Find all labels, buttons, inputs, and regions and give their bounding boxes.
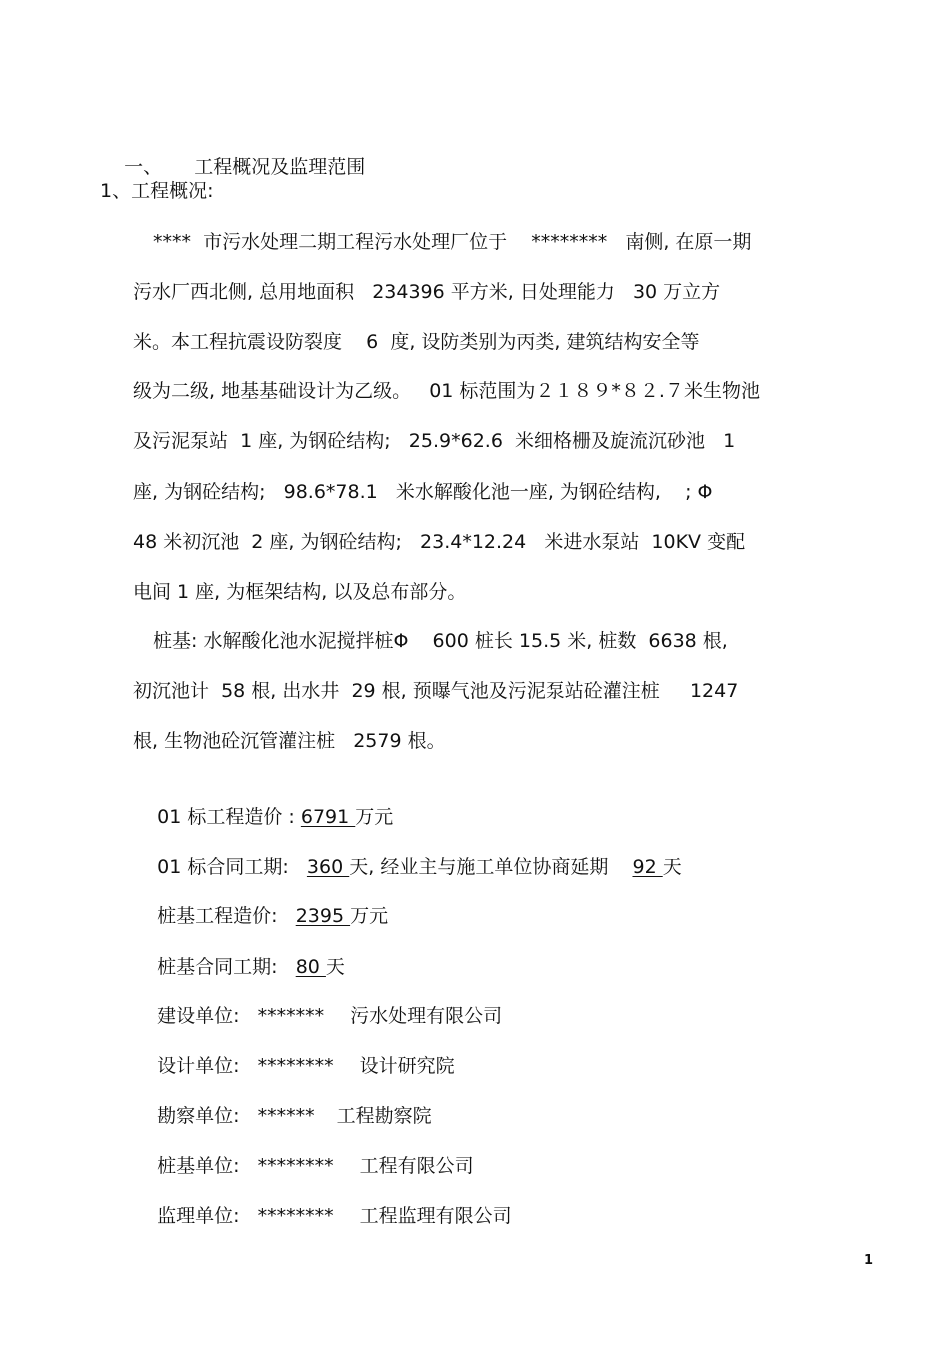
period-01-unit: 天: [662, 856, 682, 878]
cost-01-unit: 万元: [355, 806, 394, 828]
period-01-label: 01 标合同工期:: [157, 856, 307, 878]
page-number: 1: [864, 1253, 874, 1268]
pile-cost-unit: 万元: [350, 905, 389, 927]
para2-line-2: 初沉池计 58 根, 出水井 29 根, 预曝气池及污泥泵站砼灌注桩 1247: [133, 680, 739, 702]
para1-line-6: 座, 为钢砼结构; 98.6*78.1 米水解酸化池一座, 为钢砼结构, ; Φ: [133, 481, 713, 503]
pile-period-unit: 天: [325, 956, 345, 978]
period-01-value: 360: [306, 856, 350, 878]
unit-name: 工程有限公司: [359, 1155, 474, 1177]
para1-line-8: 电间 1 座, 为框架结构, 以及总布部分。: [133, 581, 467, 603]
para1-line-2: 污水厂西北侧, 总用地面积 234396 平方米, 日处理能力 30 万立方: [133, 281, 721, 303]
section-number: 一、: [124, 156, 163, 178]
unit-stars: ********: [257, 1155, 334, 1177]
para2-line-1: 桩基: 水解酸化池水泥搅拌桩Φ 600 桩长 15.5 米, 桩数 6638 根,: [153, 630, 728, 652]
pile-cost-label: 桩基工程造价:: [157, 905, 296, 927]
unit-name: 工程监理有限公司: [359, 1205, 512, 1227]
unit-name: 设计研究院: [359, 1055, 455, 1077]
unit-label: 监理单位:: [157, 1205, 240, 1227]
cost-01-value: 6791: [300, 806, 356, 828]
unit-label: 桩基单位:: [157, 1155, 240, 1177]
unit-name: 污水处理有限公司: [350, 1005, 503, 1027]
cost-01-label: 01 标工程造价 :: [157, 806, 301, 828]
para1-line-7: 48 米初沉池 2 座, 为钢砼结构; 23.4*12.24 米进水泵站 10KV 变配: [133, 531, 746, 553]
pile-cost-value: 2395: [295, 905, 351, 927]
section-title: 工程概况及监理范围: [194, 156, 366, 178]
unit-name: 工程勘察院: [336, 1105, 432, 1127]
unit-label: 设计单位:: [157, 1055, 240, 1077]
period-01-mid: 天, 经业主与施工单位协商延期: [349, 856, 633, 878]
unit-stars: ******: [257, 1105, 315, 1127]
unit-stars: *******: [257, 1005, 325, 1027]
para1-line-4: 级为二级, 地基基础设计为乙级。 01 标范围为２１８９*８２.７米生物池: [133, 380, 760, 402]
unit-supervision: [133, 1177, 512, 1255]
para1-line-5: 及污泥泵站 1 座, 为钢砼结构; 25.9*62.6 米细格栅及旋流沉砂池 1: [133, 430, 736, 452]
pile-period-label: 桩基合同工期:: [157, 956, 296, 978]
period-01-extension: 92: [632, 856, 663, 878]
para1-line-3: 米。本工程抗震设防裂度 6 度, 设防类别为丙类, 建筑结构安全等: [133, 331, 700, 353]
pile-period-value: 80: [295, 956, 326, 978]
para2-line-3: 根, 生物池砼沉管灌注桩 2579 根。: [133, 730, 446, 752]
subsection-heading: 1、工程概况:: [100, 180, 214, 202]
unit-label: 建设单位:: [157, 1005, 240, 1027]
para1-line-1: **** 市污水处理二期工程污水处理厂位于 ******** 南侧, 在原一期: [153, 231, 752, 253]
unit-stars: ********: [257, 1055, 334, 1077]
unit-stars: ********: [257, 1205, 334, 1227]
unit-label: 勘察单位:: [157, 1105, 240, 1127]
